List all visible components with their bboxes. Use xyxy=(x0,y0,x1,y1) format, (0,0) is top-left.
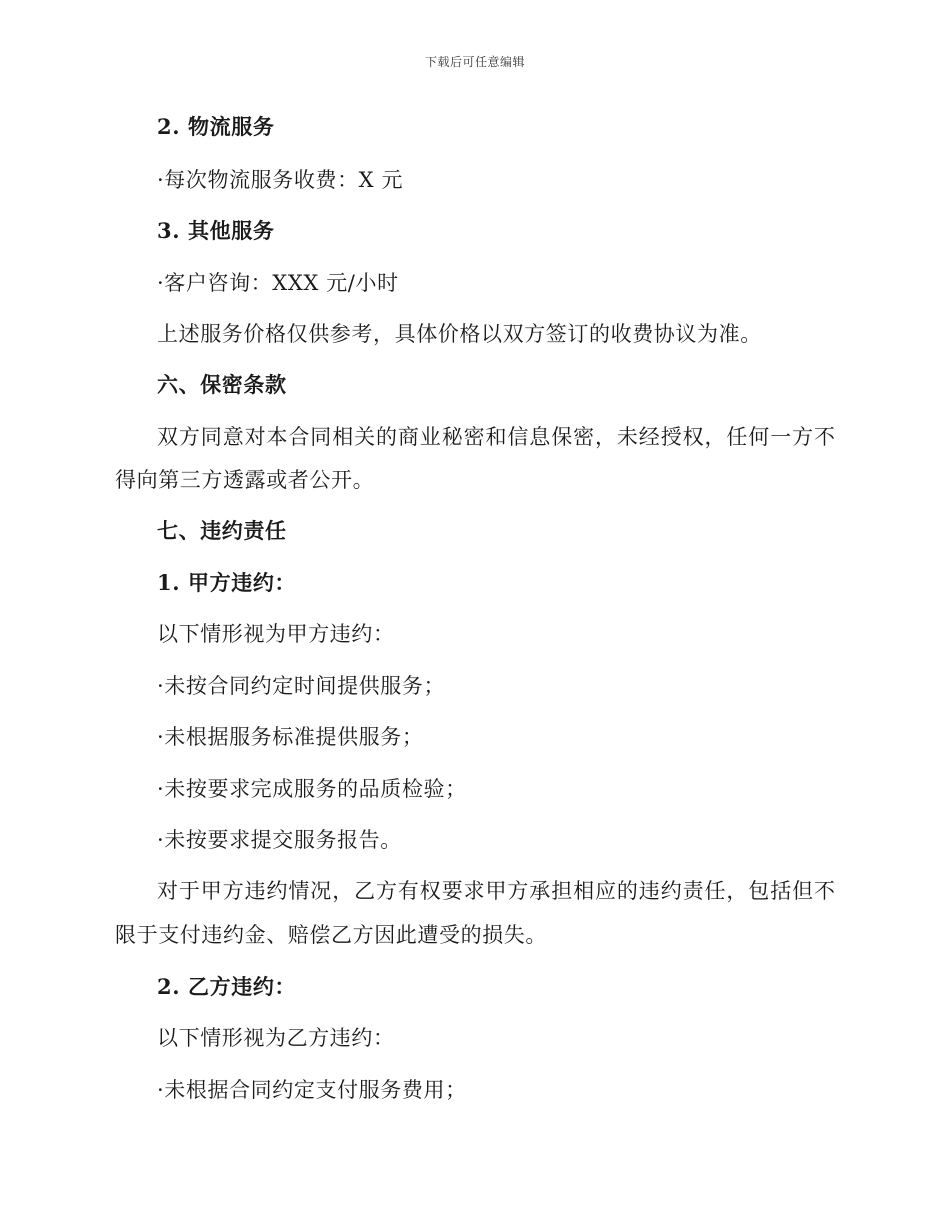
list-item: ·未根据合同约定支付服务费用； xyxy=(157,1078,467,1102)
list-item: ·每次物流服务收费：X 元 xyxy=(157,168,404,192)
party-a-consequence-line: 限于支付违约金、赔偿乙方因此遭受的损失。 xyxy=(115,923,547,947)
list-item: ·客户咨询：XXX 元/小时 xyxy=(157,271,399,295)
list-item: ·未按要求完成服务的品质检验； xyxy=(157,777,467,801)
confidentiality-paragraph-line: 得向第三方透露或者公开。 xyxy=(115,468,375,492)
page-header-note: 下载后可任意编辑 xyxy=(424,55,525,69)
fees-note-paragraph: 上述服务价格仅供参考，具体价格以双方签订的收费协议为准。 xyxy=(157,322,762,346)
subsection-heading-party-b: 2. 乙方违约： xyxy=(157,974,297,999)
list-item: ·未按要求提交服务报告。 xyxy=(157,828,402,852)
section-heading-breach: 七、违约责任 xyxy=(157,518,287,543)
confidentiality-paragraph-line: 双方同意对本合同相关的商业秘密和信息保密，未经授权，任何一方不 xyxy=(157,425,835,449)
party-a-intro: 以下情形视为甲方违约： xyxy=(157,622,395,646)
party-b-intro: 以下情形视为乙方违约： xyxy=(157,1026,395,1050)
list-item: ·未根据服务标准提供服务； xyxy=(157,725,424,749)
section-heading-confidentiality: 六、保密条款 xyxy=(157,372,287,397)
list-item: ·未按合同约定时间提供服务； xyxy=(157,674,446,698)
section-heading-logistics: 2. 物流服务 xyxy=(157,114,275,139)
subsection-heading-party-a: 1. 甲方违约： xyxy=(157,570,297,595)
section-heading-other-services: 3. 其他服务 xyxy=(157,218,275,243)
party-a-consequence-line: 对于甲方违约情况，乙方有权要求甲方承担相应的违约责任，包括但不 xyxy=(157,879,835,903)
